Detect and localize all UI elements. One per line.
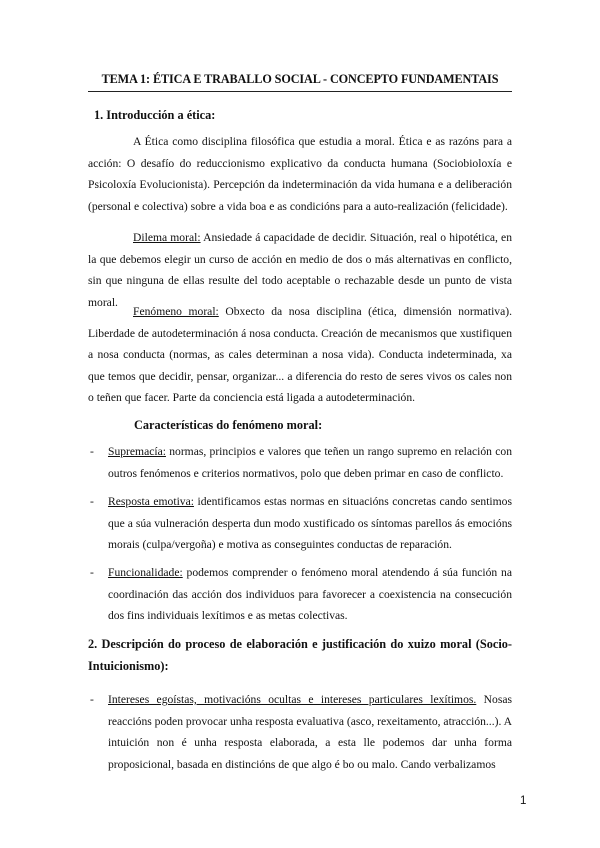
- fenomeno-text: Obxecto da nosa disciplina (ética, dimensión normativa). Liberdade de autodeterminación á nosa conducta. Creación de mecanismos que xustifiquen a nosa conducta (normas, as cales determinan a nosa vida). Conducta indeterminada, xa que temos que decidir, pensar, organizar... a diferencia do resto de seres vivos os cales non o teñen que facer. Parte da conciencia está ligada a autodeterminación.: [88, 305, 513, 405]
- list-item-label: Resposta emotiva:: [108, 495, 194, 508]
- intro-text: A Ética como disciplina filosófica que estudia a moral. Ética e as razóns para a acción: O desafío do reduccionismo explicativo da conducta humana (Sociobioloxía e Psicoloxía Evolucionista). Percepción da indeterminación da vida humana e a deliberación (personal e colectiva) sobre a vida boa e as condicións para a auto-realización (felicidade).: [88, 135, 512, 213]
- bullet-dash: -: [90, 445, 94, 458]
- intro-paragraph: [88, 131, 512, 217]
- list-item-text: Funcionalidade: podemos comprender o fenómeno moral atendendo á súa función na coordinación das acción dos individuos para favorecer a coexistencia na consecución dos fins individuais lexítimos e as metas colectivas.: [108, 566, 512, 623]
- list-item-text: Supremacía: normas, principios e valores que teñen un rango supremo en relación con outros fenómenos e criterios normativos, polo que deben primar en caso de conflicto.: [108, 445, 512, 480]
- dilema-label: Dilema moral:: [133, 231, 201, 244]
- bullet-dash: -: [90, 495, 94, 508]
- list-item-label: Funcionalidade:: [108, 566, 183, 579]
- caracteristicas-heading: Características do fenómeno moral:: [134, 418, 323, 432]
- bullet-dash: -: [90, 693, 94, 706]
- fenomeno-paragraph: [88, 301, 512, 409]
- page-number: 1: [520, 795, 527, 807]
- section-2-heading: 2. Descripción do proceso de elaboración e justificación do xuizo moral (Socio-Intuicionismo):: [88, 637, 512, 673]
- list-item-label: Supremacía:: [108, 445, 166, 458]
- section-1-heading: 1. Introducción a ética:: [94, 108, 216, 122]
- fenomeno-label: Fenómeno moral:: [133, 305, 219, 318]
- list-item-text: Resposta emotiva: identificamos estas normas en situacións concretas cando sentimos que a súa vulneración desperta dun modo xustificado os síntomas parellos ás emocións morais (culpa/vergoña) e motiva as conseguintes conductas de reparación.: [108, 495, 512, 552]
- title-divider: [88, 91, 512, 92]
- document-title: TEMA 1: ÉTICA E TRABALLO SOCIAL - CONCEPTO FUNDAMENTAIS: [101, 72, 499, 86]
- dilema-text: Ansiedade á capacidade de decidir. Situación, real o hipotética, en la que debemos elegir un curso de acción en medio de dos o más alternativas en conflicto, sin que ninguna de ellas resulte del todo aceptable o rechazable desde un punto de vista moral.: [88, 231, 512, 309]
- bullet-dash: -: [90, 566, 94, 579]
- list-item-text: Intereses egoístas, motivacións ocultas e intereses particulares lexítimos. Nosas reaccións poden provocar unha resposta evaluativa (asco, rexeitamento, atracción...). A intuición non é unha resposta elaborada, a esta lle podemos dar unha forma proposicional, basada en distincións de que algo é bo ou malo. Cando verbalizamos: [108, 693, 512, 771]
- list-item-label: Intereses egoístas, motivacións ocultas e intereses particulares lexítimos.: [108, 693, 477, 706]
